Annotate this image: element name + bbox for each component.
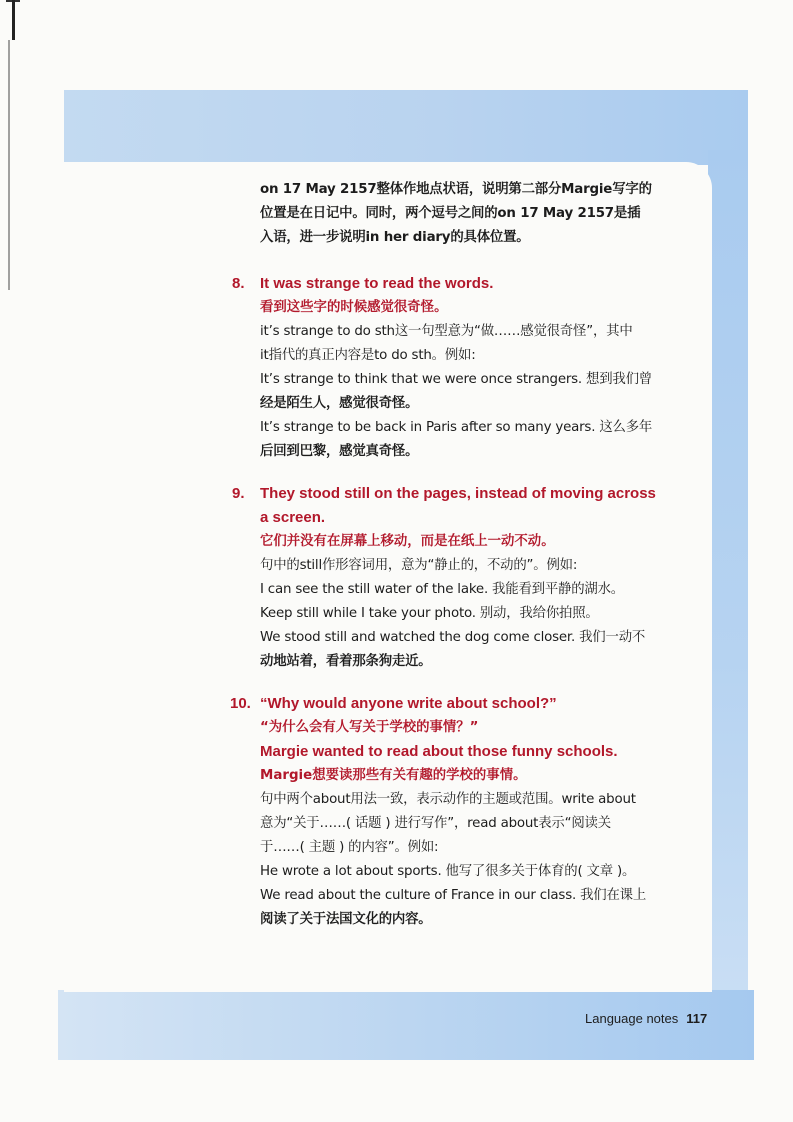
note-number: 8.	[232, 275, 245, 292]
binding-edge-shadow	[8, 40, 10, 290]
footer-section-title: Language notes	[585, 1011, 679, 1026]
note-heading-cn: 它们并没有在屏幕上移动，而是在纸上一动不动。	[260, 534, 555, 549]
note-body-line: 阅读了关于法国文化的内容。	[260, 912, 432, 927]
note-heading-en: It was strange to read the words.	[260, 275, 494, 292]
decorative-band-right	[708, 150, 748, 1000]
note-body-line: it指代的真正内容是to do sth。例如:	[260, 348, 476, 363]
note-9	[232, 482, 682, 674]
note-body-line: 意为“关于……( 话题 ) 进行写作”，read about表示“阅读关	[260, 816, 611, 831]
note-body-line: I can see the still water of the lake. 我能看到平静的湖水。	[260, 582, 624, 597]
binding-edge-line	[12, 0, 15, 40]
note-8	[232, 272, 682, 464]
note-body-line: 句中两个about用法一致，表示动作的主题或范围。write about	[260, 792, 636, 807]
note-body-line: 后回到巴黎，感觉真奇怪。	[260, 444, 419, 459]
note-body-line: 于……( 主题 ) 的内容”。例如:	[260, 840, 439, 855]
note-heading-en: They stood still on the pages, instead of moving across	[260, 485, 656, 502]
note-heading-cn: 看到这些字的时候感觉很奇怪。	[260, 300, 448, 315]
note-heading-en: “Why would anyone write about school?”	[260, 695, 557, 712]
note-body-line: it’s strange to do sth这一句型意为“做……感觉很奇怪”，其中	[260, 324, 633, 339]
note-body-line: 经是陌生人，感觉很奇怪。	[260, 396, 419, 411]
intro-line: 位置是在日记中。同时，两个逗号之间的on 17 May 2157是插	[260, 206, 641, 221]
note-body-line: It’s strange to be back in Paris after so many years. 这么多年	[260, 420, 653, 435]
decorative-band-top	[64, 90, 748, 165]
note-heading-en: a screen.	[260, 509, 326, 526]
note-body-line: It’s strange to think that we were once strangers. 想到我们曾	[260, 372, 653, 387]
note-body-line: 句中的still作形容词用，意为“静止的，不动的”。例如:	[260, 558, 578, 573]
intro-line: on 17 May 2157整体作地点状语，说明第二部分Margie写字的	[260, 182, 652, 197]
note-body-line: 动地站着，看着那条狗走近。	[260, 654, 432, 669]
note-body-line: He wrote a lot about sports. 他写了很多关于体育的( 文章 )。	[260, 864, 636, 879]
note-body-line: We stood still and watched the dog come closer. 我们一动不	[260, 630, 646, 645]
note-10	[232, 692, 682, 932]
intro-paragraph	[232, 178, 682, 250]
note-body-line: We read about the culture of France in our class. 我们在课上	[260, 888, 647, 903]
intro-line: 入语，进一步说明in her diary的具体位置。	[260, 230, 530, 245]
content-column	[232, 178, 682, 932]
page-footer	[585, 1011, 707, 1026]
page-number: 117	[686, 1011, 708, 1026]
note-body-line: Keep still while I take your photo. 别动，我给你拍照。	[260, 606, 599, 621]
note-heading2-cn: Margie想要读那些有关有趣的学校的事情。	[260, 768, 527, 783]
note-heading-cn: “为什么会有人写关于学校的事情？”	[260, 720, 479, 735]
note-heading2-en: Margie wanted to read about those funny schools.	[260, 743, 618, 760]
note-number: 10.	[230, 695, 251, 712]
note-number: 9.	[232, 485, 245, 502]
